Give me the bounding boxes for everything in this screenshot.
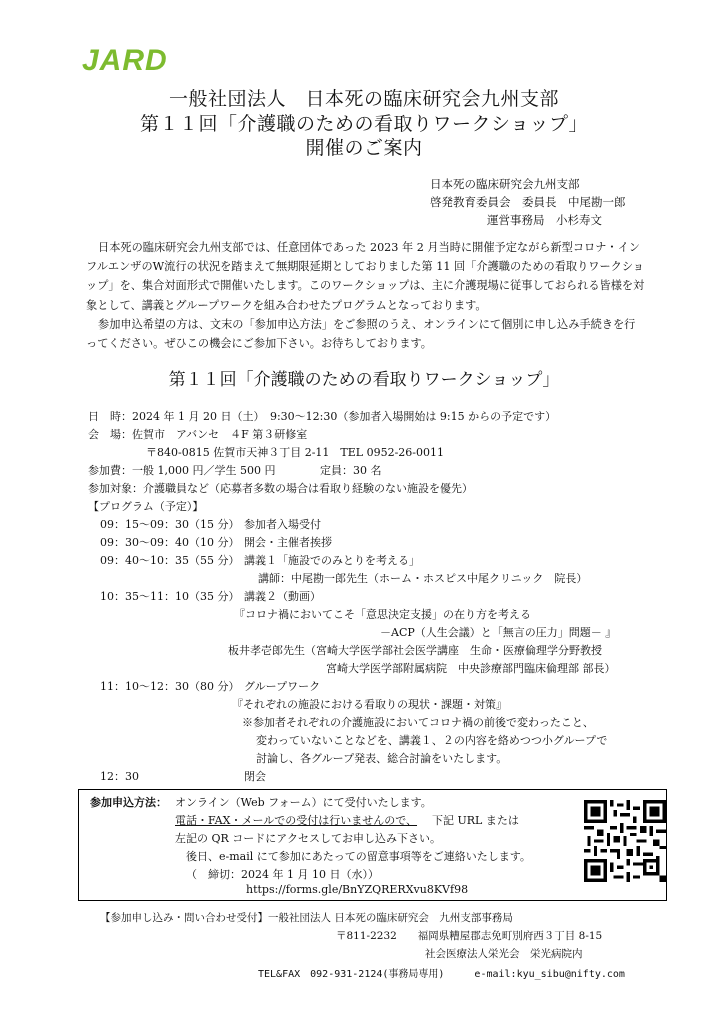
intro-paragraph-1: 日本死の臨床研究会九州支部では、任意団体であった 2023 年 2 月当時に開催予定ながら新型コロナ・インフルエンザのW流行の状況を踏まえて無期限延期としておりました第 11 回「介護職のための看取りワークショップ」を、集合対面形式で開催いたします。このワークショップは、主に介護現場に従事しておられる皆様を対象として、講義とグループワークを組み合わせたプログラムとなっております。 [86,241,645,312]
jard-logo: JARD [82,44,168,77]
groupwork-note-1: ※参加者それぞれの介護施設においてコロナ禍の前後で変わったこと、 [242,716,594,729]
groupwork-note-2: 変わっていないことなどを、講義１、２の内容を絡めつつ小グループで [256,734,608,747]
program-item-2: 開会・主催者挨拶 [244,536,332,549]
program-time-4: 10：35～11：10（35 分） [100,590,240,603]
program-heading: 【プログラム（予定）】 [88,500,204,513]
event-address: 〒840-0815 佐賀市天神３丁目 2-11 TEL 0952-26-0011 [146,446,444,459]
program-item-5: グループワーク [244,680,321,693]
application-line-2: 電話・FAX・メールでの受付は行いませんので、 [175,814,418,827]
program-item-3: 講義１「施設でのみとりを考える」 [244,554,420,567]
program-time-1: 09：15～09：30（15 分） [100,518,240,531]
application-label: 参加申込方法： [90,796,167,809]
program-time-3: 09：40～10：35（55 分） [100,554,240,567]
program-item-1: 参加者入場受付 [244,518,321,531]
program-item-4: 講義２（動画） [244,590,321,603]
program-item-6: 閉会 [244,770,266,783]
program-time-6: 12：30 [100,770,139,783]
contact-tel-email: TEL&FAX 092-931-2124(事務局専用) e-mail:kyu_sibu@nifty.com [258,969,625,980]
event-venue: 会 場：佐賀市 アバンセ ４F 第３研修室 [88,428,308,441]
application-line-1: オンライン（Web フォーム）にて受付いたします。 [175,796,432,809]
event-capacity: 定員：30 名 [320,464,382,477]
application-line-2b: 下記 URL または [432,814,519,827]
event-target: 参加対象：介護職員など（応募者多数の場合は看取り経験のない施設を優先） [88,482,473,495]
program-time-5: 11：10～12：30（80 分） [100,680,240,693]
lecture1-speaker: 講師：中尾勘一郎先生（ホーム・ホスピス中尾クリニック 院長） [258,572,588,585]
event-date: 日 時：2024 年 1 月 20 日（土） 9:30～12:30（参加者入場開始は 9:15 からの予定です） [88,410,557,423]
groupwork-title: 『それぞれの施設における看取りの現状・課題・対策』 [232,698,507,711]
contact-address: 〒811-2232 福岡県糟屋郡志免町別府西３丁目 8-15 [336,930,603,942]
header-line2: 第１１回「介護職のための看取りワークショップ」 [139,113,589,135]
lecture2-title-2: －ACP（人生会議）と「無言の圧力」問題－ 』 [380,626,617,639]
event-title: 第１１回「介護職のための看取りワークショップ」 [168,370,560,390]
header-line3: 開催のご案内 [305,137,423,159]
groupwork-note-3: 討論し、各グループ発表、総合討論をいたします。 [256,752,508,765]
sender-chair: 啓発教育委員会 委員長 中尾勘一郎 [430,195,626,209]
sender-office: 運営事務局 小杉寿文 [487,213,602,227]
event-fee: 参加費：一般 1,000 円／学生 500 円 [88,464,276,477]
application-line-4: 後日、e-mail にて参加にあたっての留意事項等をご連絡いたします。 [186,850,531,863]
header-line1: 一般社団法人 日本死の臨床研究会九州支部 [168,88,559,110]
application-line-3: 左記の QR コードにアクセスしてお申し込み下さい。 [175,832,441,845]
sender-org: 日本死の臨床研究会九州支部 [430,177,580,191]
qr-code-icon[interactable] [584,800,666,882]
lecture2-speaker-2: 宮崎大学医学部附属病院 中央診療部門臨床倫理部 部長） [326,662,616,675]
application-url-link[interactable]: https://forms.gle/BnYZQRERXvu8KVf98 [246,883,469,896]
application-deadline: （ 締切：2024 年 1 月 10 日（水）） [186,868,379,881]
contact-line-1: 【参加申し込み・問い合わせ受付】一般社団法人 日本死の臨床研究会 九州支部事務局 [100,912,513,924]
program-time-2: 09：30～09：40（10 分） [100,536,240,549]
lecture2-title-1: 『コロナ禍においてこそ「意思決定支援」の在り方を考える [234,608,531,621]
contact-hospital: 社会医療法人栄光会 栄光病院内 [425,948,583,960]
intro-paragraph-2: 参加申込希望の方は、文末の「参加申込方法」をご参照のうえ、オンラインにて個別に申し込み手続きを行ってください。ぜひこの機会にご参加下さい。お待ちしております。 [86,317,636,351]
lecture2-speaker-1: 板井孝壱郎先生（宮崎大学医学部社会医学講座 生命・医療倫理学分野教授 [228,644,602,657]
intro-text [86,238,646,353]
